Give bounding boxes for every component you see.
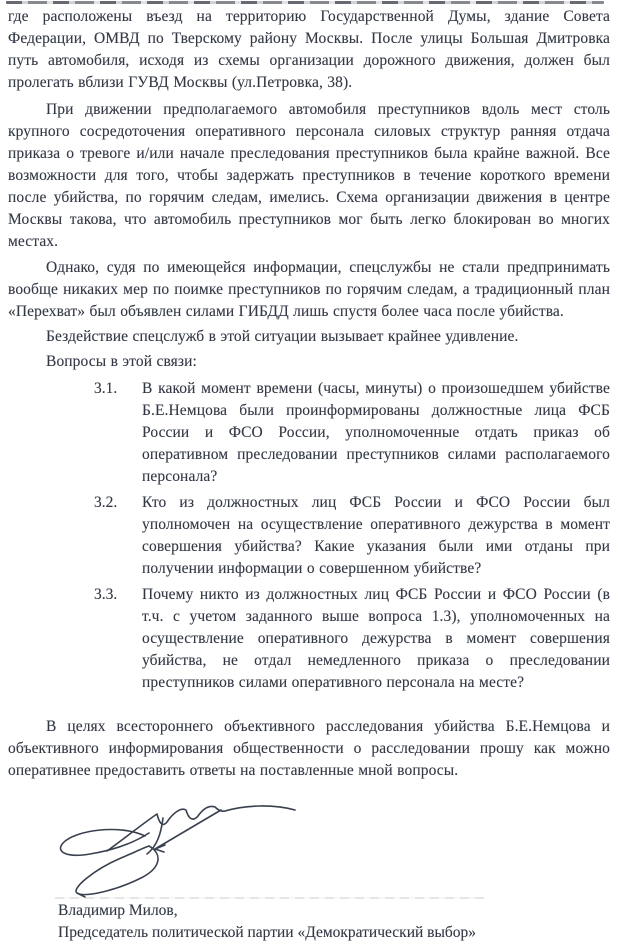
body-paragraph: При движении предполагаемого автомобиля преступников вдоль мест столь крупного сосредоточения оперативного персонала силовых структур ранняя отдача приказа о тревоге и/или начале преследования преступников была крайне важной. Все возможности для того, чтобы задержать преступников в течение короткого времени после убийства, по горячим следам, имелись. Схема организации движения в центре Москвы такова, что автомобиль преступников мог быть легко блокирован во многих местах. <box>8 101 610 250</box>
question-number: 3.1. <box>94 380 118 397</box>
body-paragraph: Бездействие спецслужб в этой ситуации вызывает крайнее удивление. <box>46 328 519 345</box>
question-item <box>94 584 610 694</box>
signer-name: Владимир Милов, <box>58 902 178 919</box>
document-body <box>8 3 610 941</box>
question-number: 3.3. <box>94 586 118 603</box>
scan-artifact-bottom <box>55 897 485 899</box>
questions-intro: Вопросы в этой связи: <box>46 353 197 370</box>
questions-list <box>8 378 610 694</box>
body-paragraph: Однако, судя по имеющейся информации, спецслужбы не стали предпринимать вообще никаких мер по поимке преступников по горячим следам, а традиционный план «Перехват» был объявлен силами ГИБДД лишь спустя более часа после убийства. <box>8 259 610 320</box>
question-item <box>94 378 610 488</box>
question-text: В какой момент времени (часы, минуты) о произошедшем убийстве Б.Е.Немцова были проинформированы должностные лица ФСБ России и ФСО России, уполномоченные отдать приказ об оперативном преследовании преступников силами располагаемого персонала? <box>142 380 610 485</box>
signer-title: Председатель политической партии «Демократический выбор» <box>58 924 477 941</box>
signature-block <box>58 900 610 944</box>
closing-paragraph: В целях всестороннего объективного расследования убийства Б.Е.Немцова и объективного информирования общественности о расследовании прошу как можно оперативнее предоставить ответы на поставленные мной вопросы. <box>8 718 610 779</box>
signature-image <box>45 796 305 900</box>
question-text: Кто из должностных лиц ФСБ России и ФСО России был уполномочен на осуществление оперативного дежурства в момент совершения убийства? Какие указания были ими отданы при получении информации о совершенном убийстве? <box>142 494 610 577</box>
question-text: Почему никто из должностных лиц ФСБ России и ФСО России (в т.ч. с учетом заданного выше вопроса 1.3), уполномоченных на осуществление оперативного дежурства в момент совершения убийства, не отдал немедленного приказа о преследовании преступников силами оперативного персонала на месте? <box>142 586 610 691</box>
body-paragraph: где расположены въезд на территорию Государственной Думы, здание Совета Федерации, ОМВД по Тверскому району Москвы. После улицы Большая Дмитровка путь автомобиля, исходя из схемы организации дорожного движения, должен был пролегать вблизи ГУВД Москвы (ул.Петровка, 38). <box>8 8 610 91</box>
question-item <box>94 492 610 580</box>
question-number: 3.2. <box>94 494 118 511</box>
